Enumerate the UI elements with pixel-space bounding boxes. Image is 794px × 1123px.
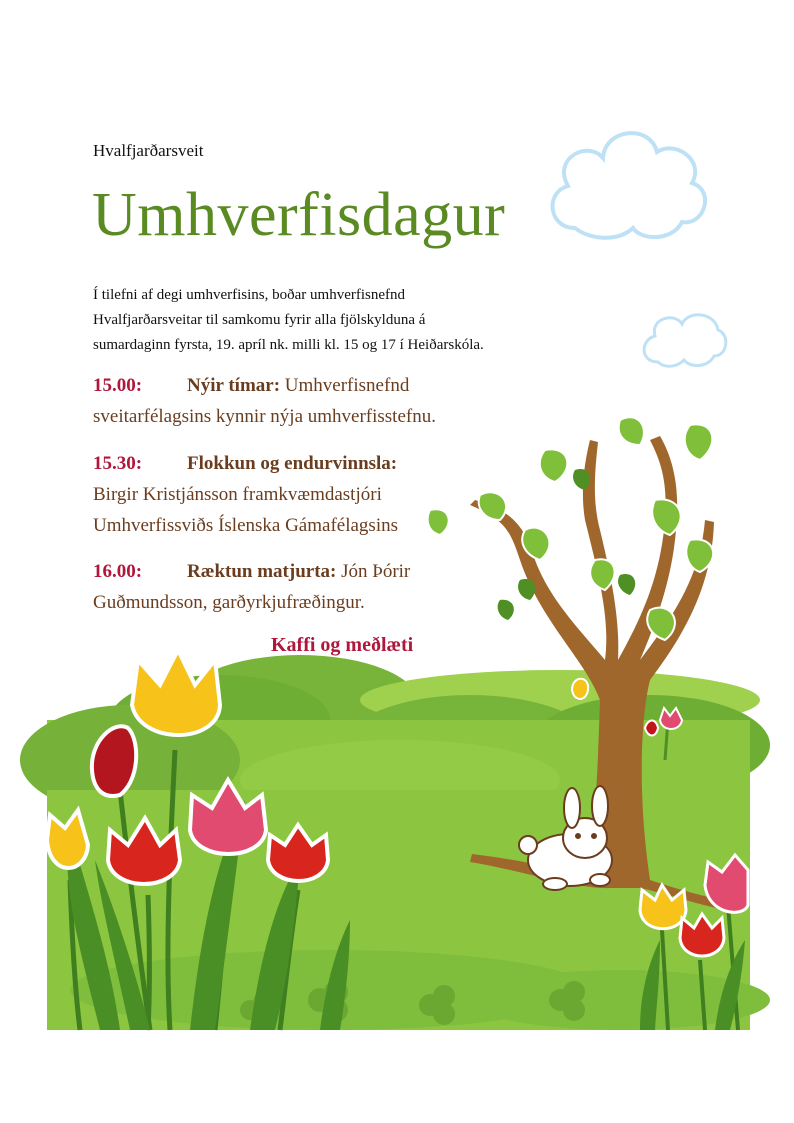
intro-paragraph	[93, 283, 553, 358]
cloud-small-icon	[644, 315, 726, 366]
schedule-time: 15.00:	[93, 375, 143, 396]
schedule-time: 16.00:	[93, 561, 143, 582]
schedule-heading: Ræktun matjurta:	[187, 561, 337, 582]
schedule-line	[93, 448, 473, 479]
organization-name: Hvalfjarðarsveit	[93, 141, 204, 160]
schedule-item-1	[93, 370, 473, 432]
intro-line: Hvalfjarðarsveitar til samkomu fyrir alla fjölskylduna á	[93, 312, 426, 328]
schedule-heading: Flokkun og endurvinnsla:	[187, 453, 398, 474]
closing-text: Kaffi og meðlæti	[271, 634, 414, 656]
schedule-line	[93, 556, 473, 587]
schedule-time: 15.30:	[93, 453, 143, 474]
schedule-heading: Nýir tímar:	[187, 375, 281, 396]
schedule-item-2	[93, 448, 473, 541]
schedule-line: Birgir Kristjánsson framkvæmdastjóri	[93, 484, 382, 505]
schedule-line: Umhverfissviðs Íslenska Gámafélagsins	[93, 515, 398, 536]
schedule-line: sveitarfélagsins kynnir nýja umhverfisstefnu.	[93, 406, 436, 427]
schedule-text: Umhverfisnefnd	[280, 375, 410, 396]
intro-line: Í tilefni af degi umhverfisins, boðar umhverfisnefnd	[93, 287, 405, 303]
schedule-line	[93, 370, 473, 401]
schedule-item-3	[93, 556, 473, 618]
schedule-text: Jón Þórir	[336, 561, 411, 582]
cloud-large-icon	[553, 133, 705, 238]
intro-line: sumardaginn fyrsta, 19. apríl nk. milli kl. 15 og 17 í Heiðarskóla.	[93, 337, 484, 353]
schedule-line: Guðmundsson, garðyrkjufræðingur.	[93, 592, 365, 613]
page-title: Umhverfisdagur	[92, 181, 506, 249]
